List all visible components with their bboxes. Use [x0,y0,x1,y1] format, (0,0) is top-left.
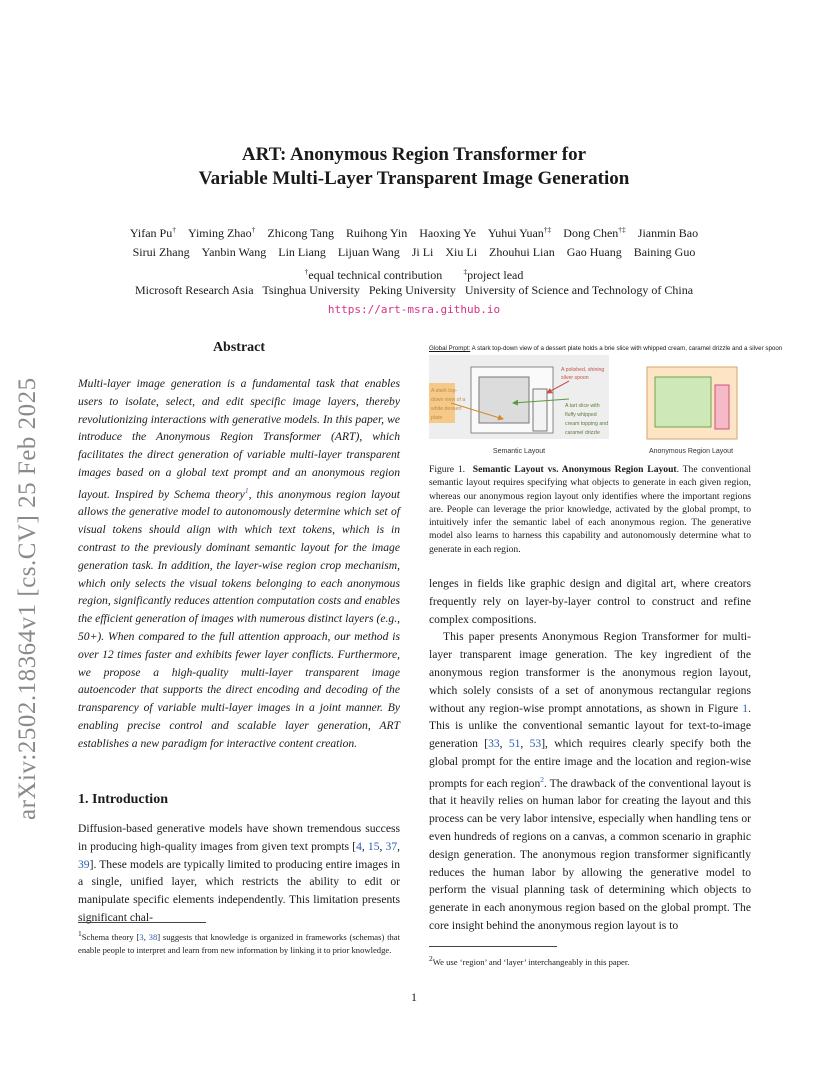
footnote-1: $^1$Schema theory [3, 38] suggests that knowledge is organized in frameworks (schemas) that enable people to interpret and learn from new information by linking it to prior knowledge. [78,929,401,955]
footnote-text-b: ] suggests that knowledge is organized in frameworks (schemas) that enable people to interpret and learn from new information by linking it to prior knowledge. [78,931,401,955]
abstract-part-2: , this anonymous region layout allows the generative model to autonomously determine which set of visual tokens should align with which text tokens, which is in contrast to the previously dominant semantic layout for the image generation task. In addition, the layer-wise region crop mechanism, which only selects the visual tokens belonging to each anonymous region, significantly reduces attention computation costs and enables the efficient generation of images with numerous distinct layers (e.g., 50+). When compared to the full attention approach, our method is over 12 times faster and exhibits fewer layer conflicts. Furthermore, we propose a high-quality multi-layer transparent image autoencoder that supports the direct encoding and decoding of the transparency of variable multi-layer images in a joint manner. By enabling precise control and scalable layer generation, ART establishes a new paradigm for interactive content creation. [78,487,400,750]
author-name: Dong Chen [563,226,619,240]
author-name: Sirui Zhang [132,245,190,259]
semantic-spoon-box [533,389,547,431]
semantic-layout-label: Semantic Layout [492,448,546,455]
project-url[interactable]: https://art-msra.github.io [327,303,501,316]
lead-note: project lead [467,268,524,282]
footnote-rule-left [78,922,206,923]
footnote-text-a: Schema theory [ [81,931,140,942]
citation-link[interactable]: 53 [529,737,542,751]
citation-link[interactable]: 15 [367,839,380,853]
citation-link[interactable]: 4 [356,839,362,853]
tart-annotation-text: A tart slice with fluffy whipped cream topping and caramel drizzle [565,403,608,436]
author-name: Gao Huang [566,245,622,259]
anonymous-layout-label: Anonymous Region Layout [648,448,734,455]
footnote-ref-2[interactable]: 2 [540,774,545,784]
figure-1-caption [429,463,751,556]
footnote-mark: 1 [78,929,82,938]
author-list [0,220,828,285]
paper-title [0,143,828,191]
author-name: Yifan Pu [129,226,173,240]
author-name: Xiu Li [445,245,478,259]
equal-note: equal technical contribution [308,268,443,282]
author-name: Yanbin Wang [201,245,267,259]
author-name: Yuhui Yuan [487,226,544,240]
author-name: Lijuan Wang [337,245,400,259]
author-mark: †‡ [618,225,626,234]
author-mark: † [251,225,256,234]
arxiv-identifier: arXiv:2502.18364v1 [cs.CV] 25 Feb 2025 [14,377,41,820]
anonymous-region-green [655,377,711,427]
title-line-1: ART: Anonymous Region Transformer for [241,144,587,165]
anonymous-region-pink [715,385,729,429]
author-name: Lin Liang [278,245,326,259]
author-mark: †‡ [543,225,552,234]
author-name: Zhicong Tang [267,226,334,240]
intro-text-b: ]. These models are typically limited to producing entire images in a single, unified layer, which restricts the ability to edit or manipulate specific elements independently. This limitation presents significant chal- [78,857,400,924]
equal-mark: † [304,267,309,276]
lead-mark: ‡ [463,267,468,276]
intro-text: Diffusion-based generative models have shown tremendous success in producing high-quality images from given text prompts [4, 15, 37, 39]. These models are typically limited to producing entire images in a single, unified layer, which restricts the ability to edit or manipulate specific elements independently. This limitation presents significant chal- [78,822,401,924]
citation-link[interactable]: 37 [385,839,398,853]
author-name: Ruihong Yin [345,226,408,240]
para2-text-b: . This is unlike the conventional semantic layout for text-to-image generation [ [429,701,751,751]
author-name: Yiming Zhao [187,226,252,240]
author-mark: † [172,225,176,234]
citation-link[interactable]: 33 [488,737,500,751]
para2-text-d: . The drawback of the conventional layout is that it heavily relies on human labor for creating the layout and this process can be very labor intensive, especially when handling tens or even hundreds of regions on a canvas, a common scenario in graphic design generation. The anonymous region transformer significantly reduces the human labor by allowing the generative model to perform the visual planning task of determining which objects to generate in each anonymous region based on the global prompt. The core insight behind the anonymous region layout is to [429,776,751,932]
citation-link[interactable]: 39 [78,857,90,871]
caption-bold-title: Semantic Layout vs. Anonymous Region Layout [472,464,677,475]
author-name: Zhouhui Lian [489,245,555,259]
author-name: Baining Guo [633,245,696,259]
author-notes [0,262,828,285]
page-number: 1 [411,990,417,1004]
right-column-text [429,575,751,935]
spoon-annotation-text: A polished, shining silver spoon [561,367,605,381]
citation-link[interactable]: 38 [148,931,158,942]
footnote-ref-1[interactable]: 1 [244,485,249,495]
author-name: Haoxing Ye [419,226,476,240]
title-line-2: Variable Multi-Layer Transparent Image Generation [198,168,630,189]
global-prompt-label: Global Prompt: [429,345,471,352]
abstract-text [78,375,400,753]
authors-line-2 [0,243,828,262]
figure-reference-link[interactable]: 1 [742,701,749,715]
affiliations: Microsoft Research Asia Tsinghua University Peking University University of Science and Technology of China [134,283,694,297]
right-paragraph-2: This paper presents Anonymous Region Transformer for multi-layer transparent image generation. The key ingredient of the anonymous region transformer is the anonymous region layout, which solely consists of a set of anonymous rectangular regions without any region-wise prompt annotations, as shown in Figure 1. This is unlike the conventional semantic layout for text-to-image generation [33, 51, 53], which requires clearly specify both the global prompt for the entire image and the location and region-wise prompts for each region$^2$. The drawback of the conventional layout is that it heavily relies on human labor for creating the layout and this process can be very labor intensive, especially when handling tens or even hundreds of regions on a canvas, a common scenario in graphic design generation. The anonymous region transformer significantly reduces the human labor by allowing the generative model to perform the visual planning task of determining which objects to generate in each anonymous region based on the global prompt. The core insight behind the anonymous region layout is to [429,630,752,932]
footnote-2-text: We use ‘region’ and ‘layer’ interchangeably in this paper. [432,956,630,967]
abstract-part-1: Multi-layer image generation is a fundamental task that enables users to isolate, select, and edit specific image layers, thereby revolutionizing interactions with generative models. In this paper, we introduce the Anonymous Region Transformer (ART), which facilitates the direct generation of variable multi-layer transparent images based on a global text prompt and an anonymous region layout. Inspired by Schema theory [78,377,400,501]
footnote-mark: 2 [429,954,433,963]
para2-text-a: This paper presents Anonymous Region Transformer for multi-layer transparent image generation. The key ingredient of the anonymous region transformer is the anonymous region layout, which solely consists of a set of anonymous rectangular regions without any region-wise prompt annotations, as shown in Figure [429,630,751,715]
author-name: Jianmin Bao [637,226,699,240]
caption-text: . The conventional semantic layout requires specifying what objects to generate in each given region, whereas our anonymous region layout only identifies where the important regions are. People can leverage the prior knowledge, activated by the global prompt, to intuitively infer the semantic label of each anonymous region. The generative model also learns to harness this capability and autonomously determine what to generate in each region. [429,464,751,555]
citation-link[interactable]: 3 [139,931,144,942]
abstract-heading: Abstract [212,340,266,355]
figure-1 [429,345,783,457]
caption-prefix: Figure 1. [429,464,473,475]
para2-text-c: ], which requires clearly specify both the global prompt for the entire image and the location and region-wise prompts for each region [429,737,752,790]
right-paragraph-1: lenges in fields like graphic design and digital art, where creators frequently rely on layer-by-layer control to construct and refine complex compositions. [429,577,751,626]
left-annotation-text: A stark top- down view of a white dessert plate [431,388,466,421]
footnote-2 [429,952,751,969]
semantic-tart-box [479,377,529,423]
author-name: Ji Li [411,245,434,259]
global-prompt-text: A stark top-down view of a dessert plate holds a brie slice with whipped cream, caramel drizzle and a silver spoon [470,345,783,352]
footnote-rule-right [429,946,557,947]
citation-link[interactable]: 51 [508,737,521,751]
intro-text-a: Diffusion-based generative models have shown tremendous success in producing high-quality images from given text prompts [ [78,822,400,853]
figure-illustration [429,345,751,457]
authors-line-1 [0,220,828,243]
section-heading-introduction: 1. Introduction [78,792,168,807]
